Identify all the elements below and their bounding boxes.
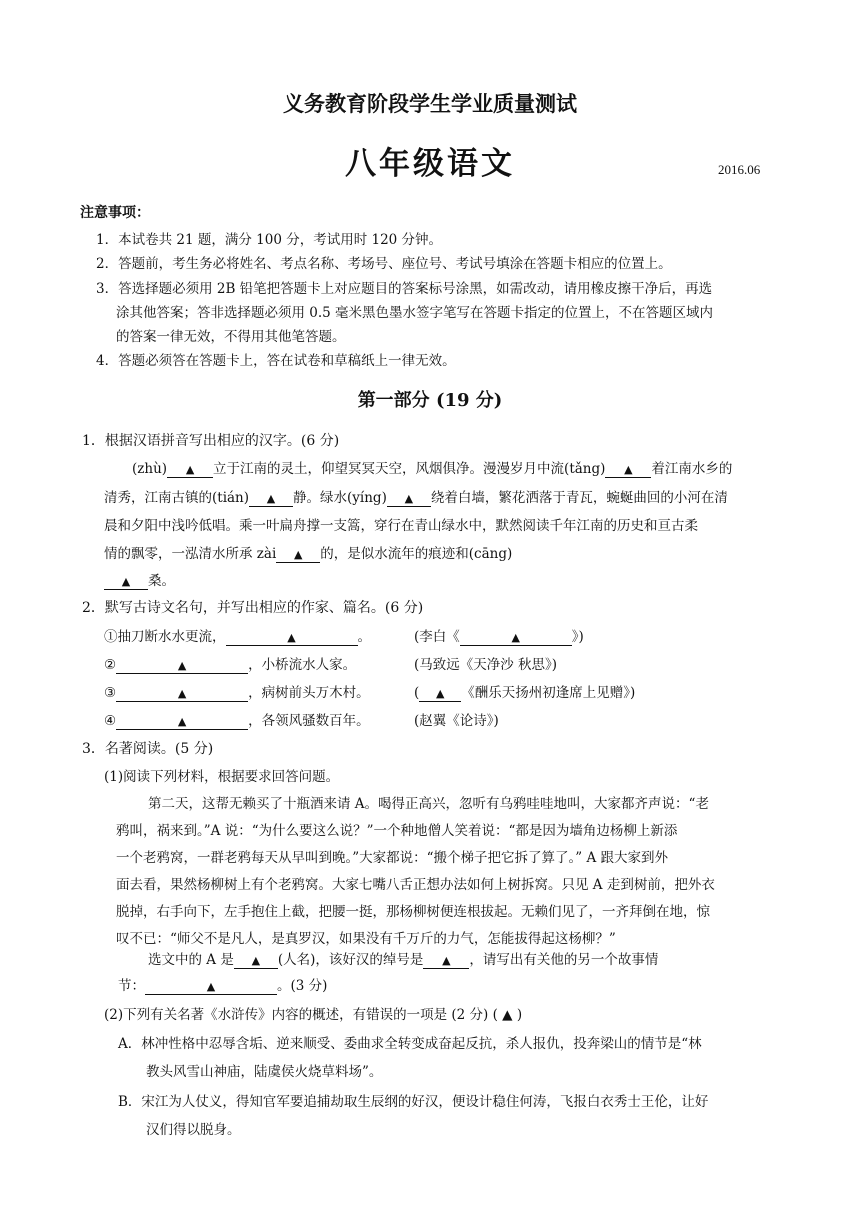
passage-text: 清秀，江南古镇的(tián) [104,490,250,506]
poem-source [414,681,635,702]
triangle-marker: ▲ [177,659,187,672]
question-1-heading: 1．根据汉语拼音写出相应的汉字。(6 分) [82,433,340,449]
triangle-marker: ▲ [185,463,195,476]
question-3-ask [118,974,327,995]
poem-source [414,625,584,646]
ask-text: ，请写出有关他的另一个故事情 [469,952,659,968]
reading-paragraph-line: 叹不已：“师父不是凡人，是真罗汉，如果没有千万斤的力气，怎能拔得起这杨柳？” [116,931,616,947]
reading-paragraph-line: 第二天，这帮无赖买了十瓶酒来请 A。喝得正高兴，忽听有乌鸦哇哇地叫，大家都齐声说：“老 [148,796,709,812]
triangle-marker: ▲ [436,687,445,700]
question-1-line [104,569,175,590]
answer-blank[interactable] [387,490,431,507]
option-b-line: 汉们得以脱身。 [146,1122,241,1138]
poem-text: ④ [104,713,117,729]
ask-text: 选文中的 A 是 [148,952,234,968]
passage-text: 静。绿水(yíng) [293,490,387,506]
poem-text: ③ [104,685,117,701]
reading-paragraph-line: 脱掉，右手向下，左手抱住上截，把腰一挺，那杨柳树便连根拔起。无赖们见了，一齐拜倒在地，惊 [116,904,710,920]
notice-line: 涂其他答案；答非选择题必须用 0.5 毫米黑色墨水签字笔写在答题卡指定的位置上，不在答题区域内 [116,305,714,321]
triangle-marker: ▲ [294,548,303,561]
poem-text: ，小桥流水人家。 [248,657,357,673]
option-a-line: 教头风雪山神庙，陆虞侯火烧草料场”。 [146,1064,383,1080]
pinyin-zhu: (zhù) [132,461,168,477]
notice-line: 2．答题前，考生务必将姓名、考点名称、考场号、座位号、考试号填涂在答题卡相应的位置上。 [96,256,672,272]
section-title: 第一部分 (19 分) [357,390,503,411]
poem-source: (赵翼《论诗》) [414,713,499,729]
answer-blank[interactable] [145,978,277,995]
notice-line: 4．答题必须答在答题卡上，答在试卷和草稿纸上一律无效。 [96,353,456,369]
option-b-line: B．宋江为人仗义，得知官军要追捕劫取生辰纲的好汉，便设计稳住何涛，飞报白衣秀士王伦，让好 [118,1094,709,1110]
poem-text: 。 [357,629,371,645]
poem-text: ② [104,657,117,673]
triangle-marker: ▲ [177,715,187,728]
poem-row [104,653,356,674]
triangle-marker: ▲ [287,631,296,644]
question-1-line: 晨和夕阳中浅吟低唱。乘一叶扁舟撑一支篙，穿行在青山绿水中，默然阅读千年江南的历史和亘古柔 [104,518,698,534]
triangle-marker: ▲ [251,954,261,967]
question-3-heading: 3．名著阅读。(5 分) [82,741,214,757]
triangle-marker: ▲ [177,687,187,700]
answer-blank[interactable] [419,685,461,702]
answer-blank[interactable] [605,461,651,478]
question-1-line [104,542,512,563]
reading-paragraph-line: 一个老鸦窝，一群老鸦每天从早叫到晚。”大家都说：“搬个梯子把它拆了算了。” A 跟大家到外 [116,850,669,866]
triangle-marker: ▲ [624,463,633,476]
answer-blank[interactable] [234,952,278,969]
notice-line: 3．答选择题必须用 2B 铅笔把答题卡上对应题目的答案标号涂黑，如需改动，请用橡皮擦干净后，再选 [96,281,713,297]
answer-blank[interactable] [423,952,469,969]
notice-heading: 注意事项： [80,205,150,221]
triangle-marker: ▲ [206,980,216,993]
answer-blank[interactable] [226,629,358,646]
question-3-sub-1: (1)阅读下列材料，根据要求回答问题。 [104,769,340,785]
passage-text: 绕着白墙，繁花洒落于青瓦，蜿蜒曲回的小河在清 [430,490,728,506]
source-text: ( [414,685,420,701]
answer-blank[interactable] [276,546,320,563]
poem-row [104,709,370,730]
notice-line: 的答案一律无效，不得用其他笔答题。 [116,329,346,345]
answer-blank[interactable] [460,629,572,646]
question-3-sub-2: (2)下列有关名著《水浒传》内容的概述，有错误的一项是 (2 分) ( ▲ ) [104,1007,523,1023]
reading-paragraph-line: 鸦叫，祸来到。”A 说：“为什么要这么说？”一个种地僧人笑着说：“都是因为墙角边杨柳上新添 [116,823,678,839]
triangle-marker: ▲ [511,631,521,644]
exam-subtitle: 义务教育阶段学生学业质量测试 [283,91,577,116]
triangle-marker: ▲ [121,575,131,588]
source-text: 《酬乐天扬州初逢席上见赠》) [461,685,636,701]
question-2-heading: 2．默写古诗文名句，并写出相应的作家、篇名。(6 分) [82,600,424,616]
answer-blank[interactable] [104,573,148,590]
notice-line: 1．本试卷共 21 题，满分 100 分，考试用时 120 分钟。 [96,232,443,248]
question-1-line [104,486,728,507]
poem-text: ，病树前头万木村。 [248,685,370,701]
exam-date: 2016.06 [718,162,761,177]
question-1-line [132,457,732,478]
question-3-ask [148,948,658,969]
ask-text: (人名)，该好汉的绰号是 [277,952,424,968]
ask-text: 。(3 分) [277,978,328,994]
answer-blank[interactable] [167,461,213,478]
passage-text: 桑。 [148,573,175,589]
triangle-marker: ▲ [266,492,276,505]
reading-paragraph-line: 面去看，果然杨柳树上有个老鸦窝。大家七嘴八舌正想办法如何上树拆窝。只见 A 走到树前，把外衣 [116,877,715,893]
poem-row [104,625,371,646]
poem-text: ①抽刀断水水更流， [104,629,226,645]
passage-text: 着江南水乡的 [651,461,733,477]
source-text: (李白《 [414,629,460,645]
poem-source: (马致远《天净沙 秋思》) [414,657,558,673]
passage-text: 立于江南的灵土，仰望冥冥天空，风烟俱净。漫漫岁月中流(tǎng) [213,461,606,477]
exam-title: 八年级语文 [345,146,515,182]
ask-text: 节： [118,978,145,994]
triangle-marker: ▲ [404,492,414,505]
passage-text: 的，是似水流年的痕迹和(cāng) [320,546,513,562]
answer-blank[interactable] [249,490,293,507]
answer-blank[interactable] [116,713,248,730]
source-text: 》) [571,629,584,645]
answer-blank[interactable] [116,685,248,702]
poem-row [104,681,370,702]
answer-blank[interactable] [116,657,248,674]
poem-text: ，各领风骚数百年。 [248,713,370,729]
passage-text: 情的飘零，一泓清水所承 zài [104,546,277,562]
option-a-line: A．林冲性格中忍辱含垢、逆来顺受、委曲求全转变成奋起反抗，杀人报仇，投奔梁山的情节是“林 [118,1036,702,1052]
triangle-marker: ▲ [442,954,451,967]
